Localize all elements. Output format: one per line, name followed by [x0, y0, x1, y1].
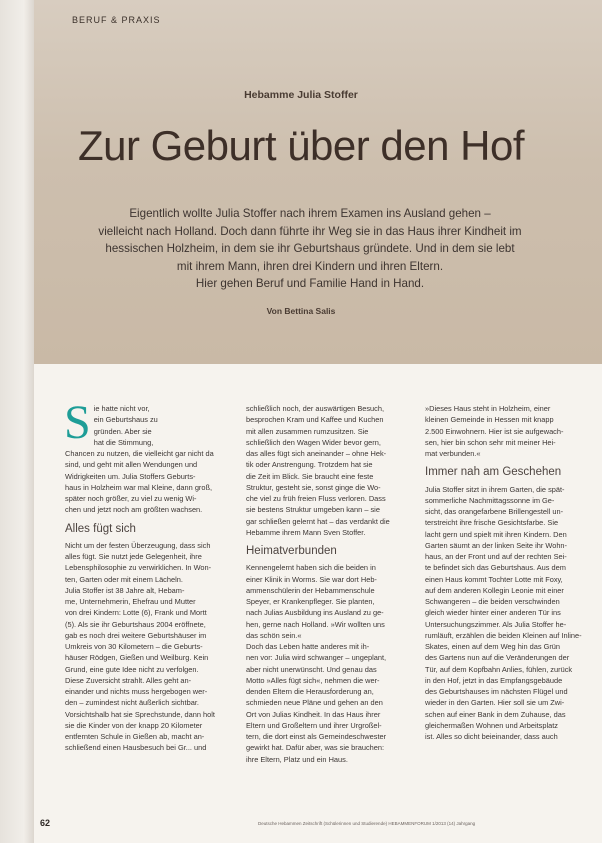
kicker: Hebamme Julia Stoffer [244, 89, 358, 101]
subheading: Alles fügt sich [65, 522, 136, 535]
lead-line: Hier gehen Beruf und Familie Hand in Hand. [195, 277, 425, 291]
lead-paragraph [90, 205, 530, 293]
text-line: einer Klinik in Worms. Sie war dort Heb- [246, 574, 377, 584]
text-line: nach Julias Ausbildung ins Ausland zu ge- [246, 608, 384, 618]
text-line: haus, an der Front und auf der rechten Sei- [425, 552, 567, 561]
text-line: in den Hof, jetzt in das Empfangsgebäude [425, 675, 563, 685]
text-line: Hebamme ihrem Mann Sven Stoffer. [246, 527, 366, 537]
body-paragraph [246, 562, 406, 765]
author-byline: Von Bettina Salis [266, 306, 336, 316]
text-line: Kennengelernt haben sich die beiden in [246, 563, 376, 573]
lead-line: mit ihrem Mann, ihren drei Kindern und ihren Eltern. [176, 259, 444, 273]
lead-line: hessischen Holzheim, in dem sie ihr Geburtshaus gründete. Und in dem sie lebt [105, 242, 515, 256]
text-line: häuser Rödgen, Gießen und Weilburg. Kein [65, 653, 209, 663]
text-line: Julia Stoffer sitzt in ihrem Garten, die spät- [425, 484, 565, 494]
text-line: ie hatte nicht vor, [93, 404, 150, 413]
text-line: das alles fügt sich aneinander – ohne Hek- [246, 449, 387, 458]
text-line: Eltern und Großeltern und ihrer Urgroßel- [246, 720, 382, 730]
text-line: Tür, auf dem Kopfbahn Anlies, fühlen, zurück [425, 664, 573, 674]
text-line: me, Unternehmerin, Ehefrau und Mutter [65, 597, 196, 606]
text-line: gewirkt hat. Dafür aber, was sie brauchen: [246, 743, 385, 753]
text-line: sie die Kinder von der knapp 20 Kilometer [65, 720, 203, 730]
text-line: ihre Eltern, Platz und ein Haus. [246, 754, 348, 764]
text-line: mat verbunden.« [425, 449, 481, 458]
headline: Zur Geburt über den Hof [77, 122, 525, 169]
text-line: wieder in den Garten. Hier soll sie um Zwi- [425, 698, 565, 708]
subheading: Immer nah am Geschehen [425, 466, 562, 479]
text-line: haus in Holzheim war mal Kleine, dann groß, [65, 482, 213, 492]
text-line: rumläuft, erzählen die beiden Kleinen auf Inline- [425, 630, 582, 640]
text-line: (5). Als sie ihr Geburtshaus 2004 eröffnete, [65, 619, 206, 629]
text-line: schließlich noch, der auswärtigen Besuch, [246, 404, 385, 413]
text-line: des Gartens nun auf die Veränderungen der [425, 653, 570, 663]
text-column-3 [425, 403, 585, 742]
body-paragraph [246, 403, 406, 538]
text-line: die Zeit im Blick. Sie braucht eine feste [246, 471, 374, 481]
text-line: lacht gern und spielt mit ihren Kindern. Den [425, 529, 567, 539]
text-line: Garten säumt an der linken Seite ihr Wohn- [425, 540, 567, 550]
text-line: kleinen Gemeinde in Hessen mit knapp [425, 415, 554, 425]
text-line: sicht, das orangefarbene Brillengestell un- [425, 507, 564, 516]
text-line: einen Haus kommt Tochter Lotte mit Foxy, [425, 574, 563, 584]
text-line: tik oder Anstrengung. Trotzdem hat sie [246, 460, 373, 470]
text-line: Vorsichtshalb hat sie Sprechstunde, dann holt [65, 709, 215, 719]
text-line: von drei Kindern: Lotte (6), Frank und Mortt [65, 608, 207, 618]
text-line: Chancen zu nutzen, die vielleicht gar nicht da [65, 449, 214, 458]
subheading: Heimatverbunden [246, 545, 337, 557]
text-line: Schwangeren – die beiden verschwinden [425, 597, 560, 606]
text-line: gründen. Aber sie [93, 426, 152, 436]
text-line: nen vor: Julia wird schwanger – ungeplant, [246, 653, 387, 663]
text-line: ten, Garten oder mit einem Lächeln. [65, 574, 183, 584]
text-line: hen, gerne nach Holland. »Wir wollten uns [246, 619, 385, 629]
lead-line: Eigentlich wollte Julia Stoffer nach ihrem Examen ins Ausland gehen – [129, 207, 491, 220]
text-line: später noch größer, zu viel zu wenig Wi- [65, 494, 197, 503]
text-line: gleich wieder hinter einer anderen Tür ins [425, 608, 561, 618]
text-line: te befindet sich das Geburtshaus. Aus dem [425, 563, 566, 573]
text-line: ammenschülerin der Hebammenschule [246, 585, 375, 595]
text-line: Untersuchungszimmer. Als Julia Stoffer he- [425, 619, 567, 629]
text-line: aber nicht unerwünscht. Und genau das [246, 664, 377, 674]
text-line: che viel zu früh freien Fluss verloren. Dass [246, 494, 386, 503]
text-line: Grund, eine gute Idee nicht zu verfolgen. [65, 664, 199, 674]
text-line: tern, die dort einst als Gemeindeschwester [246, 732, 387, 741]
text-line: schmieden neue Pläne und gehen an den [246, 698, 383, 708]
text-line: einander und nichts muss hergebogen wer- [65, 687, 208, 696]
body-paragraph [425, 403, 585, 459]
body-paragraph [65, 540, 225, 754]
text-line: gleichermaßen Wohnen und Arbeitsplatz [425, 720, 558, 730]
body-paragraph [425, 484, 585, 743]
text-line: Ort von Julias Kindheit. In das Haus ihrer [246, 709, 381, 719]
text-line: schen auf einer Bank in dem Zuhause, das [425, 709, 566, 719]
body-paragraph [64, 396, 225, 516]
text-line: chen und jetzt noch am größten wachsen. [65, 505, 203, 515]
section-label: BERUF & PRAXIS [72, 15, 161, 25]
text-line: besprochen Kram und Kaffee und Kuchen [246, 415, 384, 425]
text-line: ist. Alles so dicht beieinander, dass auch [425, 732, 558, 741]
text-line: 2.500 Einwohnern. Hier ist sie aufgewach- [425, 426, 564, 436]
text-line: Skates, einen auf dem Weg hin das Grün [425, 642, 561, 651]
text-line: sen, hier bin schon sehr mit meiner Hei- [425, 437, 556, 447]
text-line: sommerliche Nachmittagssonne im Ge- [425, 495, 555, 505]
drop-cap: S [64, 396, 91, 449]
text-line: schließlich den Wagen Wider bevor gern, [246, 437, 381, 447]
text-line: hat die Stimmung, [93, 437, 154, 447]
text-line: auf dem anderen Kollegin Leonie mit einer [425, 585, 564, 595]
text-line: Speyer, er Krankenpfleger. Sie planten, [246, 597, 375, 606]
text-line: des Geburtshauses im nächsten Flügel und [425, 687, 568, 696]
text-line: sie bestens Struktur umgeben kann – sie [246, 505, 380, 515]
text-line: Widrigkeiten um. Julia Stoffers Geburts- [65, 471, 196, 481]
text-line: terstreicht ihre frische Gesichtsfarbe. Sie [425, 518, 559, 528]
text-line: gar schließen gelernt hat – das verdankt die [246, 516, 390, 526]
text-line: das schön sein.« [246, 630, 302, 640]
page-number: 62 [40, 818, 51, 828]
text-column-2 [246, 403, 406, 765]
text-line: Lebensphilosophie zu verwirklichen. In Won- [65, 563, 212, 573]
text-line: Umkreis von 30 Kilometern – die Geburts- [65, 642, 203, 651]
text-line: Struktur, gesteht sie, sonst ginge die Wo- [246, 482, 381, 492]
text-line: den – zumindest nicht äußerlich sichtbar. [65, 698, 199, 708]
text-line: Diese Zuversicht strahlt. Alles geht an- [65, 675, 192, 685]
text-column-1 [64, 396, 225, 754]
text-line: gab es noch drei weitere Geburtshäuser im [65, 630, 207, 640]
text-line: Nicht um der festen Überzeugung, dass sich [65, 540, 211, 550]
text-line: alles fügt. Sie nutzt jede Gelegenheit, ihre [65, 552, 202, 561]
text-line: »Dieses Haus steht in Holzheim, einer [425, 404, 551, 413]
text-line: ein Geburtshaus zu [93, 415, 158, 425]
text-line: sind, und geht mit allen Wendungen und [65, 460, 198, 470]
text-line: Julia Stoffer ist 38 Jahre alt, Hebam- [65, 585, 185, 595]
text-line: schließend einen Hausbesuch bei Gr... und [65, 743, 207, 753]
lead-line: vielleicht nach Holland. Doch dann führte ihr Weg sie in das Haus ihrer Kindheit im [98, 224, 522, 238]
text-line: Doch das Leben hatte anderes mit ih- [246, 642, 370, 651]
footer-note: Deutsche Hebammen Zeitschrift (Schülerinnen und Studierende) HEBAMMENFORUM 1/2013 (14) Jahrgang [258, 821, 476, 826]
text-line: Motto »Alles fügt sich«, nehmen die wer- [246, 675, 380, 685]
text-line: mit allen zusammen rumzusitzen. Sie [246, 426, 369, 436]
text-line: denden Eltern die Herausforderung an, [246, 687, 374, 696]
text-line: entfernten Schule in Gießen ab, macht an- [65, 732, 205, 741]
